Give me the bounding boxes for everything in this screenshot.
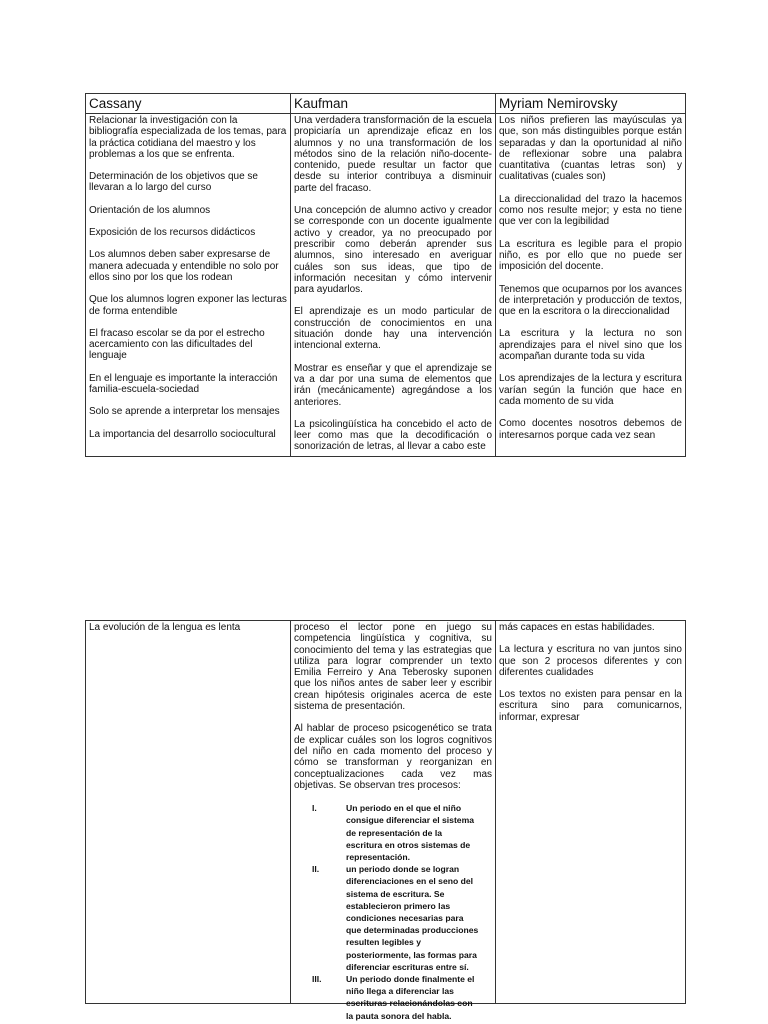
cassany-paragraph: En el lenguaje es importante la interacción familia-escuela-sociedad <box>89 372 278 396</box>
content-row <box>86 114 686 457</box>
nemirovsky-paragraph: Tenemos que ocuparnos por los avances de interpretación y producción de textos, que en la escritora o la direccionalidad <box>499 283 682 318</box>
cassany-paragraph: La evolución de la lengua es lenta <box>89 622 241 633</box>
cassany-cell-continued <box>86 621 291 1004</box>
process-text: Un periodo donde finalmente el niño llega a diferenciar las escrituras relacionándolas con la pauta sonora del habla. <box>346 974 475 1021</box>
nemirovsky-paragraph: La direccionalidad del trazo la hacemos como nos resulte mejor; y esta no tiene que ver con la legibilidad <box>499 193 682 228</box>
comparison-table-page-2 <box>85 620 686 1021</box>
nemirovsky-paragraph: más capaces en estas habilidades. <box>499 622 655 633</box>
process-text: Un periodo en el que el niño consigue diferenciar el sistema de representación de la escritura en otros sistemas de representación. <box>346 803 475 862</box>
kaufman-paragraph: Al hablar de proceso psicogenético se trata de explicar cuáles son los logros cognitivos del niño en cada momento del proceso y cómo se transforman y reorganizan en conceptualizaciones cada vez mas objetivas. Se observan tres procesos: <box>294 723 492 791</box>
kaufman-cell-continued <box>291 621 496 1021</box>
process-number: III. <box>312 974 322 984</box>
process-item <box>312 863 492 973</box>
kaufman-cell <box>291 114 496 457</box>
header-cassany: Cassany <box>86 94 291 114</box>
nemirovsky-paragraph: Los aprendizajes de la lectura y escritura varían según la función que hace en cada momento de su vida <box>499 373 682 407</box>
nemirovsky-cell <box>496 114 686 457</box>
cassany-paragraph: Exposición de los recursos didácticos <box>89 227 256 239</box>
process-number: II. <box>312 864 320 875</box>
nemirovsky-paragraph: La escritura es legible para el propio niño, es por ello que no puede ser imposición del docente. <box>499 238 682 273</box>
comparison-table-page-1 <box>85 93 686 457</box>
nemirovsky-paragraph: Los niños prefieren las mayúsculas ya que, son más distinguibles porque están separadas y dan la oportunidad al niño de reflexionar sobre una palabra cuantitativa (cuantas letras son) y cualitativas (cuales son) <box>499 115 682 183</box>
cassany-paragraph: Orientación de los alumnos <box>89 204 211 216</box>
process-number: I. <box>312 803 317 814</box>
content-row-continued <box>86 621 686 1004</box>
cassany-paragraph: La importancia del desarrollo sociocultural <box>89 428 276 440</box>
process-list <box>294 802 492 1022</box>
cassany-paragraph: Los alumnos deben saber expresarse de manera adecuada y entendible no solo por ellos sino por los que los rodean <box>89 249 279 283</box>
cassany-paragraph: El fracaso escolar se da por el estrecho acercamiento con las dificultades del lenguaje <box>89 327 265 362</box>
header-kaufman: Kaufman <box>291 94 496 114</box>
cassany-paragraph: Que los alumnos logren exponer las lecturas de forma entendible <box>89 294 287 317</box>
kaufman-paragraph: proceso el lector pone en juego su competencia lingüística y cognitiva, su conocimiento del tema y las estrategias que utiliza para lograr comprender un texto Emilia Ferreiro y Ana Teberosky suponen que los niños antes de saber leer y escribir crean hipótesis originales acerca de este sistema de presentación. <box>294 622 492 713</box>
nemirovsky-paragraph: Como docentes nosotros debemos de interesarnos porque cada vez sean <box>499 418 682 441</box>
cassany-paragraph: Relacionar la investigación con la bibliografía especializada de los temas, para la práctica cotidiana del maestro y los problemas a los que se enfrenta. <box>89 115 287 160</box>
kaufman-paragraph: Una concepción de alumno activo y creador se corresponde con un docente igualmente activo y creador, ya no preocupado por prescribir como deberán aprender sus alumnos, sino interesado en averiguar cuáles son sus ideas, que tipo de información necesitan y cómo intervenir para ayudarlos. <box>294 205 492 296</box>
kaufman-paragraph: El aprendizaje es un modo particular de construcción de conocimientos en una situación donde hay una intervención intencional externa. <box>294 306 492 352</box>
header-nemirovsky: Myriam Nemirovsky <box>496 94 686 114</box>
cassany-paragraph: Solo se aprende a interpretar los mensajes <box>89 406 280 418</box>
process-item <box>312 802 492 863</box>
header-row <box>86 94 686 114</box>
kaufman-paragraph: Una verdadera transformación de la escuela propiciaría un aprendizaje eficaz en los alumnos y no una transformación de los métodos sino de la relación niño-docente-contenido, puede resultar un factor que desde su interior contribuya a disminuir parte del fracaso. <box>294 115 492 194</box>
nemirovsky-paragraph: Los textos no existen para pensar en la escritura sino para comunicarnos, informar, expresar <box>499 689 682 723</box>
kaufman-paragraph: La psicolingüística ha concebido el acto de leer como mas que la decodificación o sonorización de letras, al llevar a cabo este <box>294 418 492 453</box>
nemirovsky-paragraph: La lectura y escritura no van juntos sino que son 2 procesos diferentes y con diferentes cualidades <box>499 644 682 678</box>
cassany-cell <box>86 114 291 457</box>
nemirovsky-paragraph: La escritura y la lectura no son aprendizajes para el nivel sino que los acompañan durante toda su vida <box>499 328 682 363</box>
process-text: un periodo donde se logran diferenciaciones en el seno del sistema de escritura. Se establecieron primero las condiciones necesarias para que determinadas producciones resulten legibles y posteriormente, las formas para diferenciar escrituras entre sí. <box>346 864 479 972</box>
cassany-paragraph: Determinación de los objetivos que se llevaran a lo largo del curso <box>89 171 258 194</box>
kaufman-paragraph: Mostrar es enseñar y que el aprendizaje se va a dar por una suma de elementos que irán (mecánicamente) agregándose a los anteriores. <box>294 362 492 408</box>
nemirovsky-cell-continued <box>496 621 686 1004</box>
process-item <box>312 973 492 1022</box>
